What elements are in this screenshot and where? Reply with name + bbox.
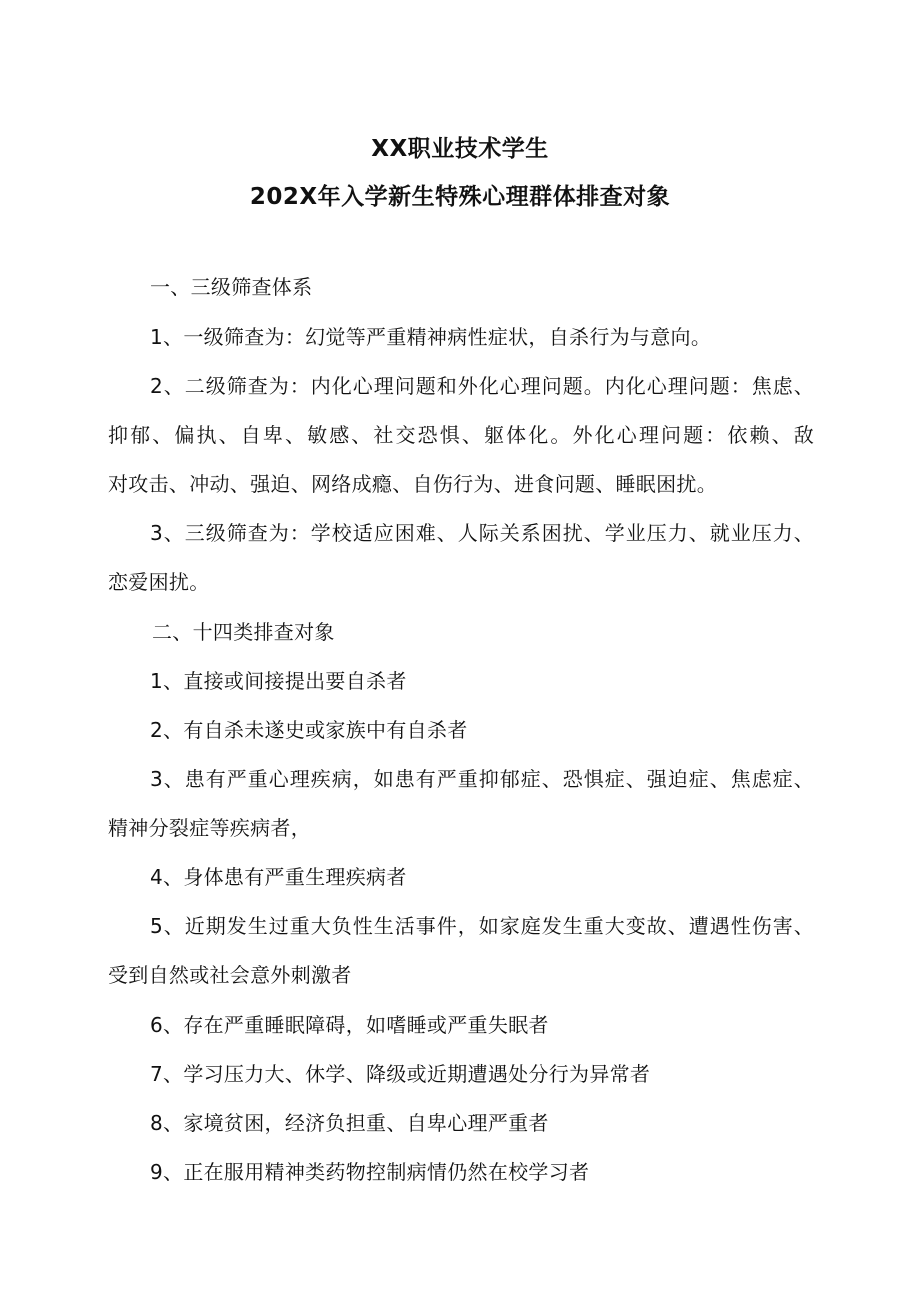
section-1-item-3-line-2: 恋爱困扰。 bbox=[108, 570, 210, 594]
section-2-item-6: 6、存在严重睡眠障碍，如嗜睡或严重失眠者 bbox=[150, 1013, 549, 1037]
section-1-item-2-line-2: 抑郁、偏执、自卑、敏感、社交恐惧、躯体化。外化心理问题：依赖、敌 bbox=[108, 423, 814, 447]
document-title-line-1: XX职业技术学生 bbox=[371, 136, 549, 162]
section-2-item-5-line-2: 受到自然或社会意外刺激者 bbox=[108, 963, 352, 987]
section-2-item-8: 8、家境贫困，经济负担重、自卑心理严重者 bbox=[150, 1111, 549, 1135]
section-2-item-2: 2、有自杀未遂史或家族中有自杀者 bbox=[150, 718, 468, 742]
section-2-item-9: 9、正在服用精神类药物控制病情仍然在校学习者 bbox=[150, 1160, 590, 1184]
section-2-item-1: 1、直接或间接提出要自杀者 bbox=[150, 669, 407, 693]
section-2-heading: 二、十四类排查对象 bbox=[152, 620, 335, 644]
section-2-item-7: 7、学习压力大、休学、降级或近期遭遇处分行为异常者 bbox=[150, 1062, 651, 1086]
section-2-item-3-line-1: 3、患有严重心理疾病，如患有严重抑郁症、恐惧症、强迫症、焦虑症、 bbox=[150, 767, 814, 791]
section-1-heading: 一、三级筛查体系 bbox=[150, 275, 313, 299]
section-2-item-3-line-2: 精神分裂症等疾病者， bbox=[108, 816, 311, 840]
section-1-item-2-line-1: 2、二级筛查为：内化心理问题和外化心理问题。内化心理问题：焦虑、 bbox=[150, 374, 814, 398]
section-1-item-3-line-1: 3、三级筛查为：学校适应困难、人际关系困扰、学业压力、就业压力、 bbox=[150, 521, 814, 545]
section-1-item-1: 1、一级筛查为：幻觉等严重精神病性症状，自杀行为与意向。 bbox=[150, 325, 712, 349]
section-2-item-5-line-1: 5、近期发生过重大负性生活事件，如家庭发生重大变故、遭遇性伤害、 bbox=[150, 914, 814, 938]
section-2-item-4: 4、身体患有严重生理疾病者 bbox=[150, 865, 407, 889]
document-title-line-2: 202X年入学新生特殊心理群体排查对象 bbox=[249, 184, 671, 210]
section-1-item-2-line-3: 对攻击、冲动、强迫、网络成瘾、自伤行为、进食问题、睡眠困扰。 bbox=[108, 472, 717, 496]
